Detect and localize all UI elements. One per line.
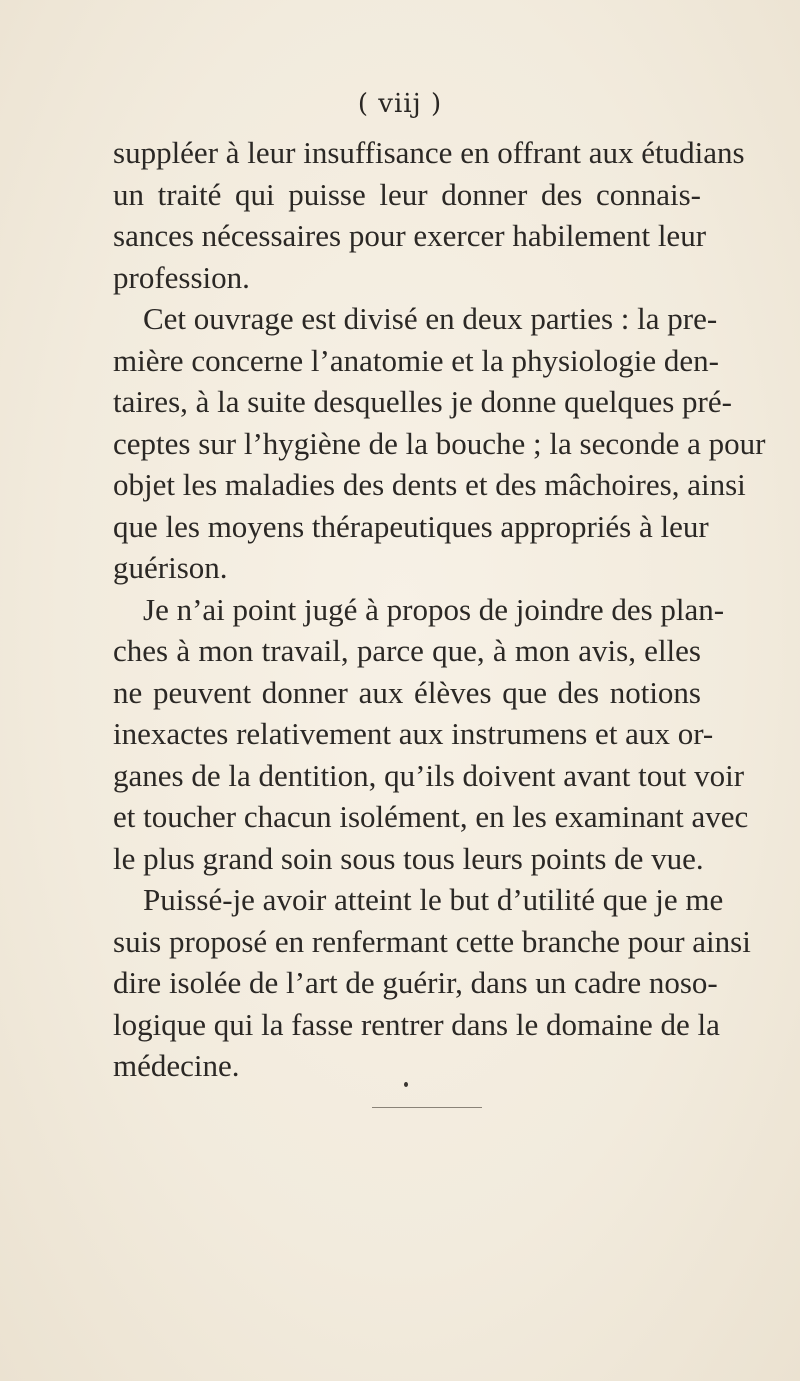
text-line: mière concerne l’anatomie et la physiologie den- [113, 342, 719, 378]
ink-speck [404, 1082, 408, 1087]
text-line: médecine. [113, 1048, 240, 1083]
text-line: profession. [113, 259, 250, 295]
text-line: sances nécessaires pour exercer habilement leur [113, 218, 707, 253]
text-line: ganes de la dentition, qu’ils doivent avant tout voir [113, 757, 745, 793]
text-line: suis proposé en renfermant cette branche pour ainsi [113, 923, 751, 959]
text-line: suppléer à leur insuffisance en offrant aux étudians [113, 135, 745, 170]
text-line: et toucher chacun isolément, en les examinant avec [113, 799, 749, 834]
text-line: dire isolée de l’art de guérir, dans un cadre noso- [113, 965, 718, 1000]
text-line: le plus grand soin sous tous leurs points de vue. [113, 840, 704, 876]
text-line: ches à mon travail, parce que, à mon avis, elles [113, 633, 701, 668]
text-line: ceptes sur l’hygiène de la bouche ; la seconde a pour [113, 425, 766, 461]
text-line: ne peuvent donner aux élèves que des notions [113, 674, 701, 710]
section-rule [372, 1107, 482, 1108]
text-line: Puissé-je avoir atteint le but d’utilité que je me [143, 882, 724, 917]
text-line: Cet ouvrage est divisé en deux parties : la pre- [143, 301, 718, 336]
text-line: que les moyens thérapeutiques appropriés à leur [113, 508, 709, 544]
text-line: logique qui la fasse rentrer dans le domaine de la [113, 1006, 720, 1042]
text-line: guérison. [113, 550, 228, 585]
page-number: ( viij ) [357, 89, 443, 119]
body-text [113, 132, 766, 1087]
text-line: un traité qui puisse leur donner des connais- [113, 176, 701, 212]
text-line: taires, à la suite desquelles je donne quelques pré- [113, 384, 732, 419]
text-line: inexactes relativement aux instrumens et aux or- [113, 716, 714, 751]
text-line: objet les maladies des dents et des mâchoires, ainsi [113, 467, 746, 502]
text-line: Je n’ai point jugé à propos de joindre des plan- [143, 591, 725, 627]
